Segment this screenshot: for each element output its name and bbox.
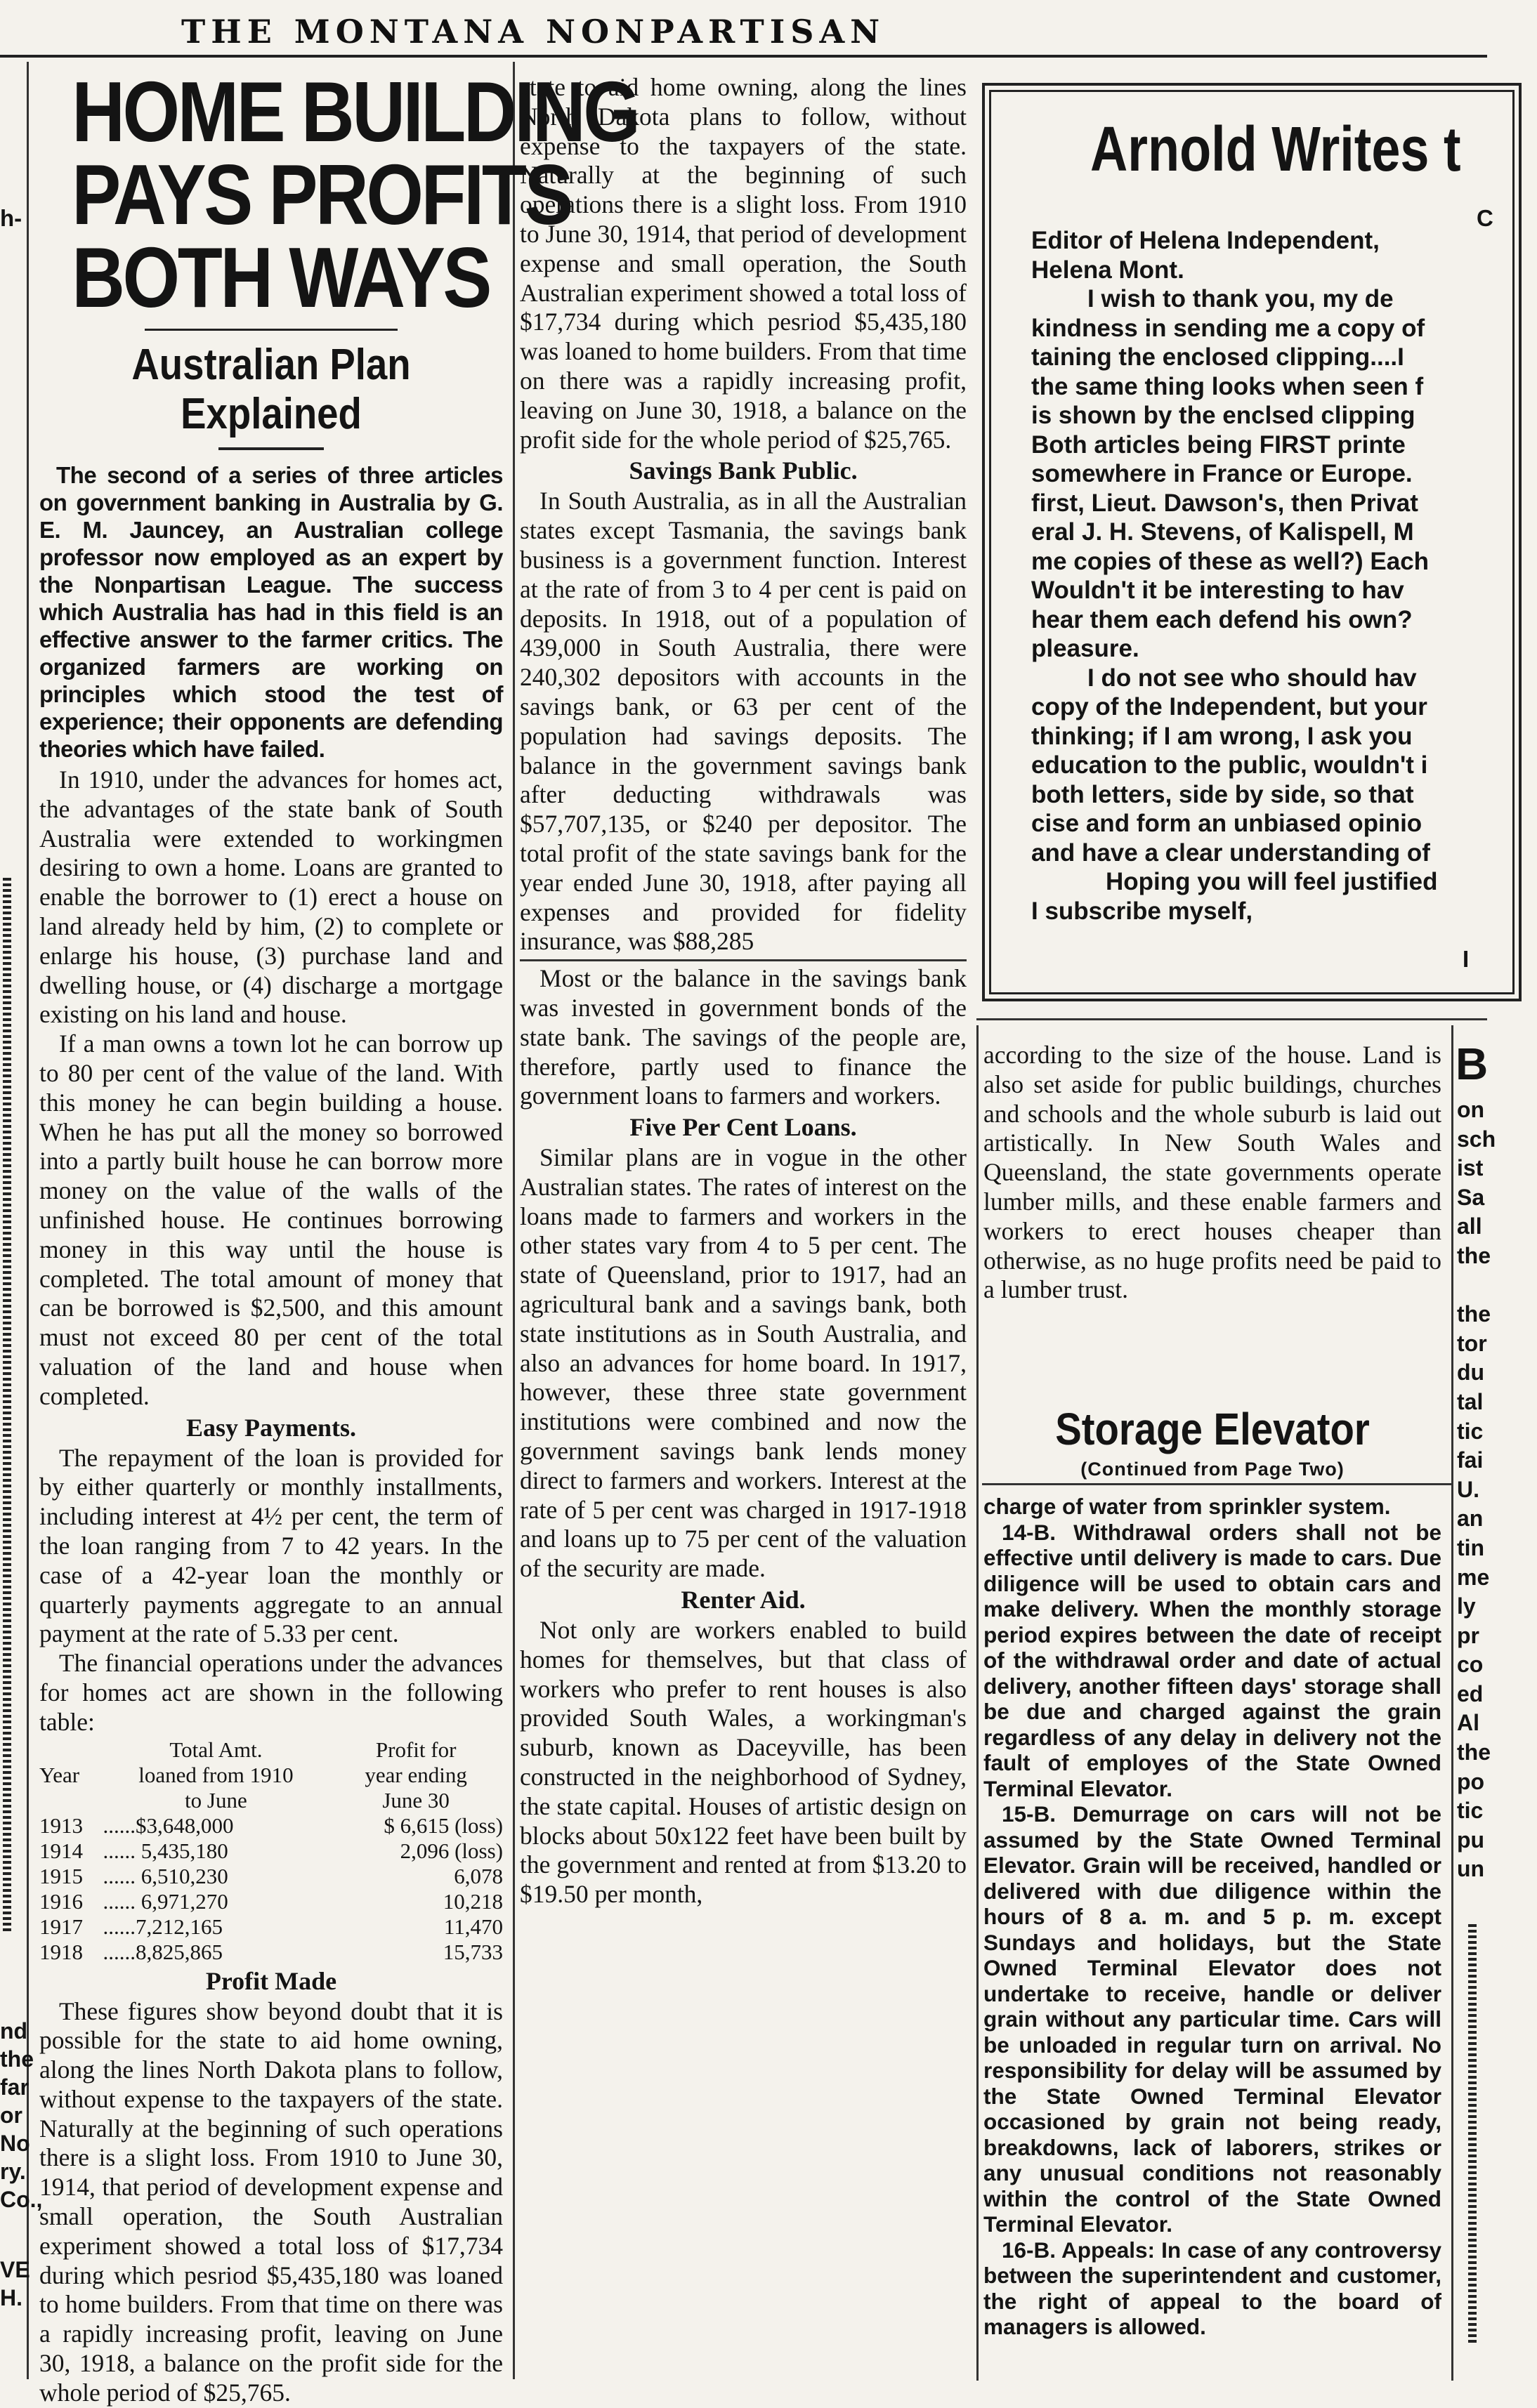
article-paragraph: If a man owns a town lot he can borrow up to 80 per cent of the value of the land. With this money he can begin building a house. When he has put all the money so borrowed into a partly built house he can borrow more money on the value of the walls of the unfinished house. He continues borrowing money in this way until the house is completed. The total amount of money that can be borrowed is $2,500, and this amount must not exceed 80 per cent of the total valuation of the land and house when completed. [39, 1029, 503, 1410]
table-header-cell: to June [185, 1787, 247, 1812]
table-cell: 1916 [39, 1888, 83, 1914]
edge-fragment: pu [1457, 1827, 1485, 1853]
edge-fragment: tic [1457, 1418, 1484, 1444]
letter-line: copy of the Independent, but your [1031, 693, 1427, 721]
edge-fragment: VE [0, 2257, 30, 2282]
letter-line: Editor of Helena Independent, [1031, 227, 1380, 254]
letter-line: Hoping you will feel justified [1106, 868, 1438, 895]
edge-fragment: po [1457, 1768, 1485, 1794]
edge-fragment: du [1457, 1360, 1485, 1386]
edge-fragment: sch [1457, 1126, 1496, 1152]
masthead: THE MONTANA NONPARTISAN [181, 13, 886, 51]
article-paragraph: In 1910, under the advances for homes act, the advantages of the state bank of South Australia were extended to workingmen desiring to own a home. Loans are granted to enable the borrower to (1) erect a house on land already held by him, (2) to complete or enlarge his house, (3) purchase land and dwelling house, or (4) discharge a mortgage existing on his land and house. [39, 765, 503, 1029]
edge-fragment: Co., [0, 2187, 43, 2212]
table-cell: 2,096 (loss) [400, 1838, 503, 1863]
edge-fragment: ly [1457, 1593, 1476, 1619]
table-row [39, 1940, 503, 1965]
letter-line: Wouldn't it be interesting to hav [1031, 577, 1404, 604]
financial-table [39, 1737, 503, 1965]
edge-fragment: tal [1457, 1388, 1484, 1414]
letter-line: I wish to thank you, my de [1087, 285, 1394, 312]
edge-fragment: ist [1457, 1155, 1484, 1181]
storage-paragraph: 16-B. Appeals: In case of any controversy between the superintendent and customer, the right of appeal to the board of managers is allowed. [983, 2237, 1441, 2339]
letter-line: eral J. H. Stevens, of Kalispell, M [1031, 518, 1414, 546]
edge-fragment: the [1457, 1242, 1491, 1268]
table-cell: 1915 [39, 1863, 83, 1888]
table-header-row [39, 1788, 503, 1813]
storage-paragraph: 15-B. Demurrage on cars will not be assumed by the State Owned Terminal Elevator. Grain will be received, handled or delivered with due diligence within the hours of 8 a. m. and 5 p. m. except Sundays and holidays, but the State Owned Terminal Elevator does not undertake to receive, handle or deliver grain without any particular time. Cars will be unloaded in regular turn on arrival. No responsibility for delay will be assumed by the State Owned Terminal Elevator occasioned by grain not being ready, breakdowns, lack of laborers, strikes or any unusual conditions not reasonably within the control of the State Owned Terminal Elevator. [983, 1801, 1441, 2237]
column-divider [513, 62, 515, 2379]
table-row [39, 1838, 503, 1864]
letter-line: pleasure. [1031, 635, 1139, 662]
section-heading-renter-aid: Renter Aid. [681, 1586, 806, 1614]
edge-fragment: tic [1457, 1798, 1484, 1824]
edge-fragment: the [1457, 1739, 1491, 1765]
storage-elevator-body [983, 1494, 1441, 2340]
table-cell: 1917 [39, 1914, 83, 1939]
right-edge-fragment: B [1456, 1039, 1489, 1089]
table-cell: 10,218 [443, 1888, 503, 1914]
letter-line: kindness in sending me a copy of [1031, 314, 1425, 342]
arnold-letter-title: Arnold Writes t [1090, 114, 1461, 185]
letter-line: thinking; if I am wrong, I ask you [1031, 722, 1413, 750]
right-edge-ornament [1468, 1924, 1477, 2346]
letter-line: the same thing looks when seen f [1031, 372, 1424, 400]
left-edge-fragment: h- [0, 205, 22, 231]
letter-line: is shown by the enclsed clipping [1031, 402, 1415, 429]
edge-fragment: co [1457, 1652, 1484, 1678]
column-divider [976, 1025, 979, 2381]
article-paragraph: Similar plans are in vogue in the other Australian states. The rates of interest on the loans made to farmers and workers in the other states vary from 4 to 5 per cent. The state of Queensland, prior to 1917, had an agricultural bank and a savings bank, both state institutions as in South Australia, and also an advances for home board. In 1917, however, these three state government institutions were combined and now the government savings bank lends money direct to farmers and workers. Interest at the rate of 5 per cent was charged in 1917-1918 and loans up to 75 per cent of the valuation of the security are made. [520, 1143, 967, 1583]
table-header-cell: year ending [365, 1762, 467, 1787]
right-edge-fragments [1457, 1096, 1496, 1884]
arnold-letter-body [1031, 226, 1537, 926]
article-paragraph-continued: state to aid home owning, along the lines North Dakota plans to follow, without expense to the taxpayers of the state. Naturally at the beginning of such operations there is a slight loss. From 1910 to June 30, 1914, that period of development expense and small operation, the South Australian experiment showed a total loss of $17,734 during which pesriod $5,435,180 was loaned to home builders. From that time on there was a rapidly increasing profit, leaving on June 30, 1918, a balance on the profit side for the whole period of $25,765. [520, 73, 967, 454]
edge-fragment: far [0, 2074, 29, 2100]
storage-elevator-title: Storage Elevator [1055, 1404, 1370, 1454]
edge-fragment: tin [1457, 1534, 1485, 1560]
left-edge-fragments [0, 2017, 43, 2312]
edge-fragment: pr [1457, 1622, 1479, 1648]
storage-paragraph: charge of water from sprinkler system. [983, 1494, 1391, 1519]
article-paragraph: Not only are workers enabled to build homes for themselves, but that class of workers who prefer to rent houses is also provided South Wales, a workingman's suburb, known as Daceyville, has been constructed in the neighborhood of Sydney, the state capital. Houses of artistic design on blocks about 50x122 feet have been built by the government and rented at from $13.20 to $19.50 per month, [520, 1616, 967, 1909]
edge-fragment: Sa [1457, 1184, 1485, 1210]
column-divider [1451, 1025, 1453, 2381]
edge-fragment: all [1457, 1213, 1482, 1239]
article-column-3 [983, 1041, 1441, 1420]
headline-line-3: BOTH WAYS [72, 230, 490, 325]
arnold-letter-box [982, 83, 1522, 1001]
table-header-cell: Profit for [375, 1737, 457, 1762]
edge-fragment: H. [0, 2285, 22, 2310]
section-rule [976, 1018, 1487, 1020]
article-paragraph: In South Australia, as in all the Australian states except Tasmania, the savings bank business is a government function. Interest at the rate of from 3 to 4 per cent is paid on deposits. In 1918, out of a population of 439,000 in South Australia, there were 240,302 depositors with accounts in the savings bank, or 63 per cent of the population had savings deposits. The balance in the government savings bank after deducting withdrawals was $57,707,135, or $240 per depositor. The total profit of the state savings bank for the year ended June 30, 1918, after paying all expenses and provided for fidelity insurance, was $88,285 [520, 487, 967, 956]
letter-line: somewhere in France or Europe. [1031, 460, 1413, 487]
letter-line: Helena Mont. [1031, 256, 1184, 284]
table-header-row [39, 1737, 503, 1763]
edge-fragment: Al [1457, 1710, 1479, 1736]
edge-fragment [1457, 1271, 1487, 1301]
table-header-row [39, 1763, 503, 1788]
article-intro: The second of a series of three articles on government banking in Australia by G. E. M. Jauncey, an Australian college professor now employed as an expert by the Nonpartisan League. The success which Australia has had in this field is an effective answer to the farmer critics. The organized farmers are working on principles which stood the test of experience; their opponents are defending theories which have failed. [39, 462, 503, 762]
masthead-rule [0, 55, 1487, 58]
storage-elevator-section [983, 1401, 1441, 2370]
edge-fragment: an [1457, 1506, 1484, 1532]
edge-fragment: me [1457, 1564, 1490, 1590]
table-header-cell: Total Amt. [169, 1737, 263, 1762]
section-heading-easy-payments: Easy Payments. [186, 1413, 356, 1442]
letter-line: hear them each defend his own? [1031, 605, 1413, 633]
letter-line: both letters, side by side, so that [1031, 780, 1414, 808]
table-cell: 15,733 [443, 1939, 503, 1964]
edge-fragment: tor [1457, 1330, 1487, 1356]
edge-fragment: No [0, 2131, 30, 2156]
edge-fragment: ed [1457, 1680, 1484, 1706]
subhead-line-2: Explained [181, 390, 362, 438]
letter-line: cise and form an unbiased opinio [1031, 810, 1422, 837]
table-cell: $ 6,615 (loss) [384, 1812, 503, 1838]
subhead-line-1: Australian Plan [131, 341, 411, 389]
table-cell: 6,078 [454, 1863, 503, 1888]
table-header-cell: June 30 [382, 1787, 450, 1812]
arnold-signature-fragment: I [1463, 946, 1470, 972]
inline-rule [520, 959, 967, 961]
table-cell: ...... 5,435,180 [103, 1838, 228, 1863]
table-cell: 11,470 [443, 1914, 503, 1939]
article-column-2 [520, 73, 967, 2348]
article-paragraph: These figures show beyond doubt that it is possible for the state to aid home owning, along the lines North Dakota plans to follow, without expense to the taxpayers of the state. Naturally at the beginning of such operations there is a slight loss. From 1910 to June 30, 1914, that period of development expense and small operation, the South Australian experiment showed a total loss of $17,734 during which pesriod $5,435,180 was loaned to home builders. From that time on there was a rapidly increasing profit, leaving on June 30, 1918, a balance on the profit side for the whole period of $25,765. [39, 1996, 503, 2407]
table-cell: ......8,825,865 [103, 1939, 223, 1964]
table-row [39, 1864, 503, 1889]
letter-line: education to the public, wouldn't i [1031, 751, 1428, 779]
table-header-cell [39, 1788, 103, 1813]
headline-line-1: HOME BUILDING [72, 64, 639, 159]
edge-fragment: or [0, 2103, 22, 2128]
edge-fragment: on [1457, 1097, 1485, 1122]
table-row [39, 1914, 503, 1940]
edge-fragment: the [0, 2046, 34, 2072]
edge-fragment: nd [0, 2018, 28, 2044]
table-cell: 1914 [39, 1838, 83, 1863]
letter-line: Both articles being FIRST printe [1031, 430, 1406, 459]
article-paragraph: Most or the balance in the savings bank was invested in government bonds of the state bank. The savings of the people are, therefore, partly used to finance the government loans to farmers and workers. [520, 964, 967, 1110]
arnold-title-fragment: C [1477, 205, 1493, 231]
edge-fragment: U. [1457, 1476, 1479, 1502]
article-paragraph: The repayment of the loan is provided for by either quarterly or monthly installments, including interest at 4½ per cent, the term of the loan ranging from 7 to 42 years. In the case of a 42-year loan the monthly or quarterly payments aggregate to an annual payment at the rate of 5.33 per cent. [39, 1443, 503, 1648]
headline-line-2: PAYS PROFITS [72, 147, 572, 242]
letter-line: me copies of these as well?) Each [1031, 547, 1430, 575]
edge-fragment: ry. [0, 2159, 26, 2184]
table-header-cell: Year [39, 1762, 80, 1787]
table-row [39, 1889, 503, 1914]
table-row [39, 1813, 503, 1838]
continued-note: (Continued from Page Two) [1080, 1459, 1345, 1480]
left-edge-ornament [3, 878, 11, 1931]
section-heading-five-per-cent: Five Per Cent Loans. [629, 1113, 857, 1142]
article-paragraph: The financial operations under the advances for homes act are shown in the following table: [39, 1649, 503, 1736]
table-cell: ......$3,648,000 [103, 1812, 234, 1838]
table-cell: 1918 [39, 1939, 83, 1964]
letter-line: and have a clear understanding of [1031, 838, 1430, 867]
headline-rule [145, 329, 398, 331]
article-column-1 [39, 64, 639, 2407]
edge-fragment: the [1457, 1301, 1491, 1327]
subhead-rule [218, 447, 324, 450]
letter-line: first, Lieut. Dawson's, then Privat [1031, 489, 1418, 517]
section-heading-profit-made: Profit Made [205, 1966, 337, 1995]
edge-fragment: un [1457, 1856, 1485, 1882]
article-paragraph-continued: according to the size of the house. Land is also set aside for public buildings, churches and schools and the whole suburb is laid out artistically. In New South Wales and Queensland, the state governments operate lumber mills, and these enable farmers and workers to erect houses cheaper than otherwise, as no huge profits need be paid to a lumber trust. [983, 1041, 1441, 1304]
letter-line: I do not see who should hav [1087, 664, 1417, 692]
letter-line: I subscribe myself, [1031, 897, 1253, 925]
storage-paragraph: 14-B. Withdrawal orders shall not be effective until delivery is made to cars. Due diligence will be used to obtain cars and make delivery. When the monthly storage period expires between the date of receipt of the withdrawal order and date of actual delivery, another fifteen days' storage shall be due and charged against the grain regardless of any delay in delivery not the fault of employes of the State Owned Terminal Elevator. [983, 1519, 1441, 1801]
edge-fragment: fai [1457, 1447, 1484, 1473]
section-heading-savings-bank: Savings Bank Public. [629, 456, 858, 485]
table-cell: ...... 6,971,270 [103, 1888, 228, 1914]
letter-line: taining the enclosed clipping....I [1031, 343, 1404, 371]
table-cell: ...... 6,510,230 [103, 1863, 228, 1888]
table-header-cell: loaned from 1910 [138, 1762, 294, 1787]
table-header-cell [39, 1737, 103, 1763]
table-cell: 1913 [39, 1812, 83, 1838]
table-cell: ......7,212,165 [103, 1914, 223, 1939]
